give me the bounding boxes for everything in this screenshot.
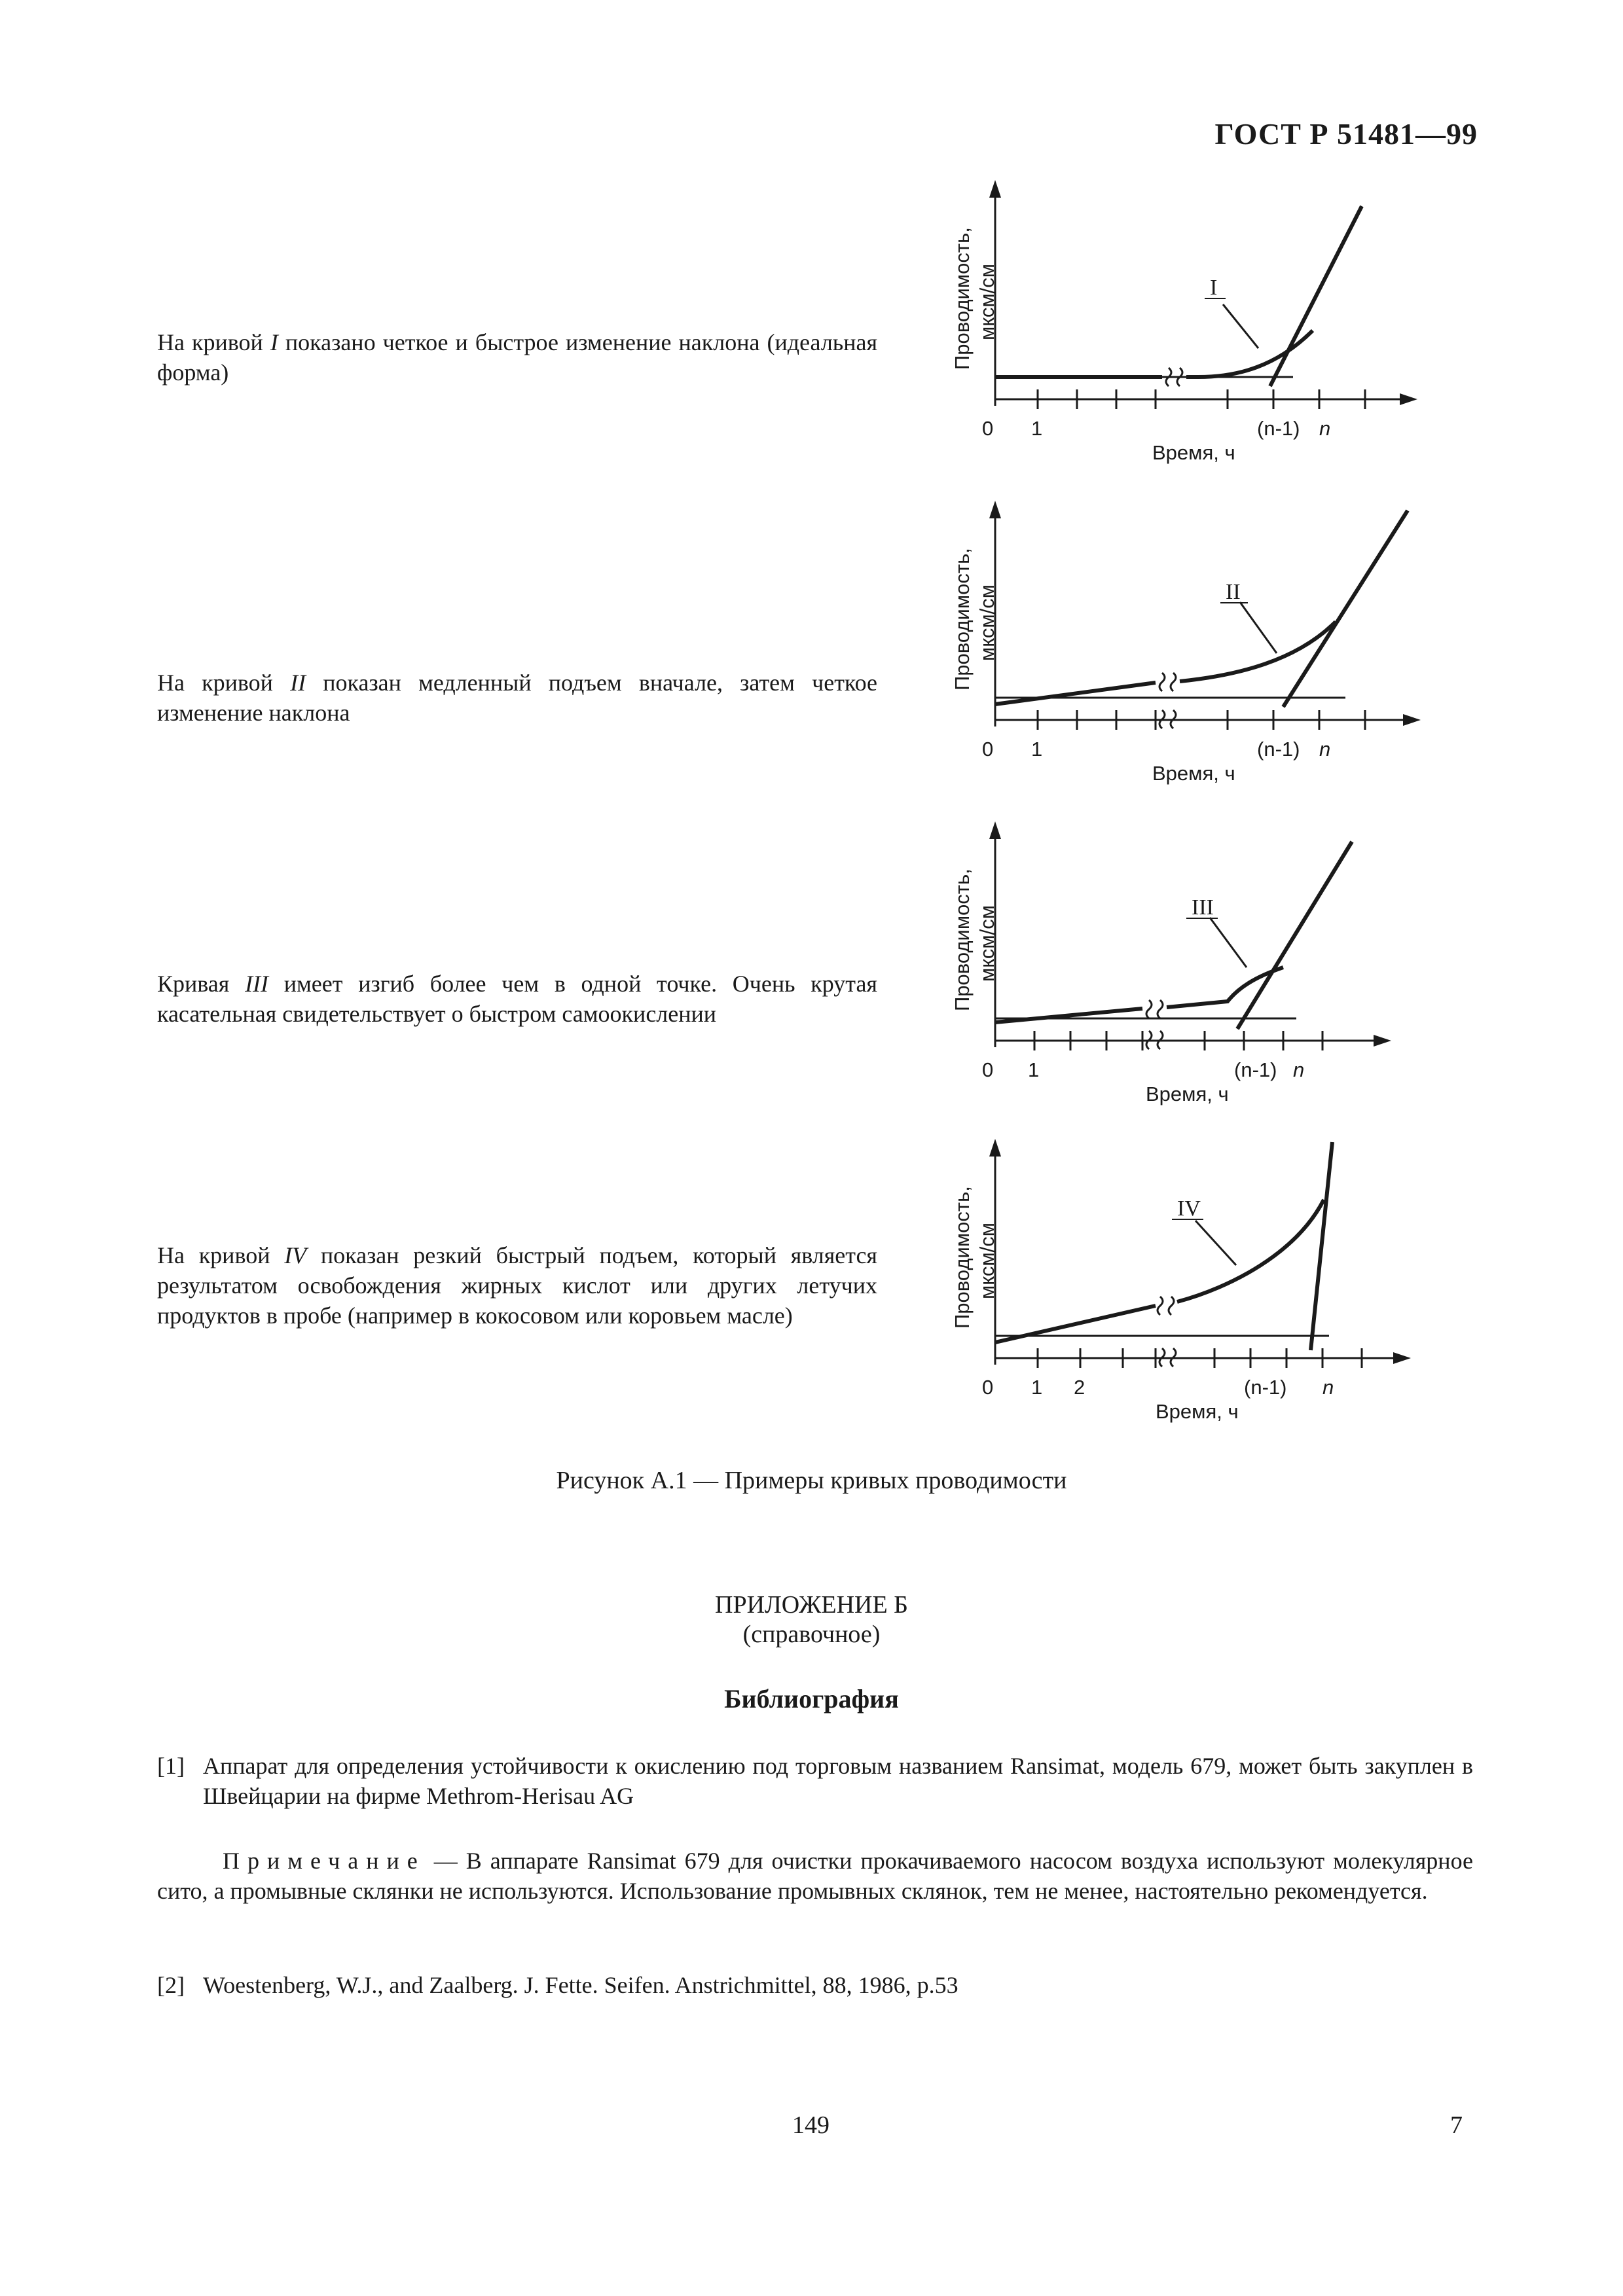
x-axis-label: Время, ч bbox=[1152, 441, 1235, 464]
curve-1-label: I bbox=[1210, 276, 1218, 300]
leader-4 bbox=[1195, 1221, 1236, 1265]
leader-1 bbox=[1223, 304, 1258, 348]
x-axis-label: Время, ч bbox=[1152, 762, 1235, 785]
tick-label-n: n bbox=[1293, 1058, 1305, 1081]
y-axis-label-line2: мкcм/cм bbox=[976, 1222, 998, 1299]
tick-label-0: 0 bbox=[982, 417, 994, 440]
curve-1-ref: I bbox=[270, 329, 278, 355]
x-axis-arrow bbox=[1400, 393, 1417, 405]
x-axis-arrow bbox=[1393, 1352, 1411, 1364]
curve-4-initial bbox=[995, 1306, 1156, 1342]
tick-label-n: n bbox=[1322, 1376, 1334, 1399]
tick-label-2: 2 bbox=[1074, 1376, 1085, 1399]
note-text: — В аппарате Ransimat 679 для очистки прокачиваемого насосом воздуха используют молекулярное сито, а промывные склянки не используются. Использование промывных склянок, тем не менее, настоятельно рекомендуется. bbox=[157, 1848, 1473, 1904]
x-axis-arrow bbox=[1374, 1035, 1391, 1047]
tick-label-0: 0 bbox=[982, 738, 994, 761]
tick-label-1: 1 bbox=[1031, 417, 1043, 440]
axis-break bbox=[1158, 1297, 1174, 1315]
curve-2-initial bbox=[995, 683, 1156, 704]
leader-3 bbox=[1210, 918, 1247, 967]
curve-2-description: На кривой II показан медленный подъем вначале, затем четкое изменение наклона bbox=[157, 670, 878, 726]
y-axis-label-line2: мкcм/cм bbox=[976, 584, 998, 661]
tick-label-n-minus-1: (n-1) bbox=[1257, 738, 1300, 761]
figure-curve-1 bbox=[930, 177, 1427, 481]
tick-label-n-minus-1: (n-1) bbox=[1234, 1058, 1277, 1081]
reference-number: [1] bbox=[157, 1753, 185, 1779]
curve-3-label: III bbox=[1192, 895, 1214, 920]
page-number-center: 149 bbox=[792, 2111, 830, 2139]
curve-4-ref: IV bbox=[284, 1242, 307, 1268]
y-axis-arrow bbox=[989, 1139, 1001, 1157]
appendix-subtitle: (справочное) bbox=[742, 1621, 881, 1648]
reference-text: Аппарат для определения устойчивости к окислению под торговым названием Ransimat, модель 679, может быть закуплен в Швейцарии на фирме Methrom-Herisau AG bbox=[203, 1753, 1473, 1809]
y-axis-arrow bbox=[989, 821, 1001, 839]
axis-break bbox=[1159, 673, 1176, 691]
reference-2 bbox=[157, 1970, 1473, 2000]
tangent-4 bbox=[1311, 1142, 1332, 1350]
figure-caption: Рисунок А.1 — Примеры кривых проводимости bbox=[556, 1467, 1067, 1494]
y-axis-label-line1: Проводимость, bbox=[951, 227, 974, 370]
y-axis-arrow bbox=[989, 501, 1001, 518]
y-axis-label-line1: Проводимость, bbox=[951, 869, 974, 1011]
curve-2-ref: II bbox=[290, 670, 306, 696]
y-axis-label-line1: Проводимость, bbox=[951, 548, 974, 691]
standard-number: ГОСТ Р 51481—99 bbox=[1214, 117, 1478, 151]
bibliography-heading: Библиография bbox=[724, 1684, 899, 1713]
curve-3-description: Кривая III имеет изгиб более чем в одной точке. Очень крутая касательная свидетельствует о быстром самоокислении bbox=[157, 971, 877, 1027]
curve-1-description: На кривой I показано четкое и быстрое изменение наклона (идеальная форма) bbox=[157, 329, 878, 386]
tick-label-1: 1 bbox=[1028, 1058, 1040, 1081]
tick-label-n: n bbox=[1319, 417, 1331, 440]
tangent-2 bbox=[1283, 511, 1408, 707]
curve-3 bbox=[1167, 967, 1283, 1007]
appendix-title: ПРИЛОЖЕНИЕ Б bbox=[715, 1591, 908, 1619]
y-axis-label-line2: мкcм/cм bbox=[976, 905, 998, 982]
tick-label-0: 0 bbox=[982, 1376, 994, 1399]
page-number-right: 7 bbox=[1450, 2111, 1463, 2139]
reference-number: [2] bbox=[157, 1972, 185, 1998]
note-label: Примечание bbox=[223, 1848, 426, 1874]
curve-4-description: На кривой IV показан резкий быстрый подъем, который является результатом освобождения жирных кислот или других летучих продуктов в пробе (например в кокосовом или коровьем масле) bbox=[157, 1242, 877, 1329]
tangent-1 bbox=[1270, 206, 1362, 386]
tick-label-n: n bbox=[1319, 738, 1331, 761]
tick-label-0: 0 bbox=[982, 1058, 994, 1081]
axis-break bbox=[1146, 1000, 1163, 1018]
tick-label-1: 1 bbox=[1031, 1376, 1043, 1399]
bibliography-note bbox=[157, 1846, 1473, 1906]
tangent-3 bbox=[1237, 842, 1352, 1029]
tick-label-n-minus-1: (n-1) bbox=[1244, 1376, 1287, 1399]
y-axis-arrow bbox=[989, 180, 1001, 198]
x-axis-arrow bbox=[1403, 714, 1421, 726]
figure-curve-4 bbox=[930, 1136, 1427, 1440]
x-axis-label: Время, ч bbox=[1156, 1400, 1239, 1423]
curve-2 bbox=[1180, 622, 1336, 681]
figure-curve-3 bbox=[930, 818, 1427, 1122]
figure-curve-2 bbox=[930, 497, 1440, 802]
curve-2-label: II bbox=[1226, 580, 1241, 604]
curve-4-label: IV bbox=[1177, 1196, 1201, 1221]
curve-3-ref: III bbox=[245, 971, 269, 997]
reference-1 bbox=[157, 1751, 1473, 1811]
reference-text: Woestenberg, W.J., and Zaalberg. J. Fette. Seifen. Anstrichmittel, 88, 1986, p.53 bbox=[203, 1972, 958, 1998]
tick-label-1: 1 bbox=[1031, 738, 1043, 761]
leader-2 bbox=[1240, 602, 1277, 653]
y-axis-label-line1: Проводимость, bbox=[951, 1186, 974, 1329]
x-axis-label: Время, ч bbox=[1146, 1083, 1229, 1105]
tick-label-n-minus-1: (n-1) bbox=[1257, 417, 1300, 440]
curve-3-initial bbox=[995, 1009, 1142, 1022]
y-axis-label-line2: мкcм/cм bbox=[976, 263, 998, 340]
